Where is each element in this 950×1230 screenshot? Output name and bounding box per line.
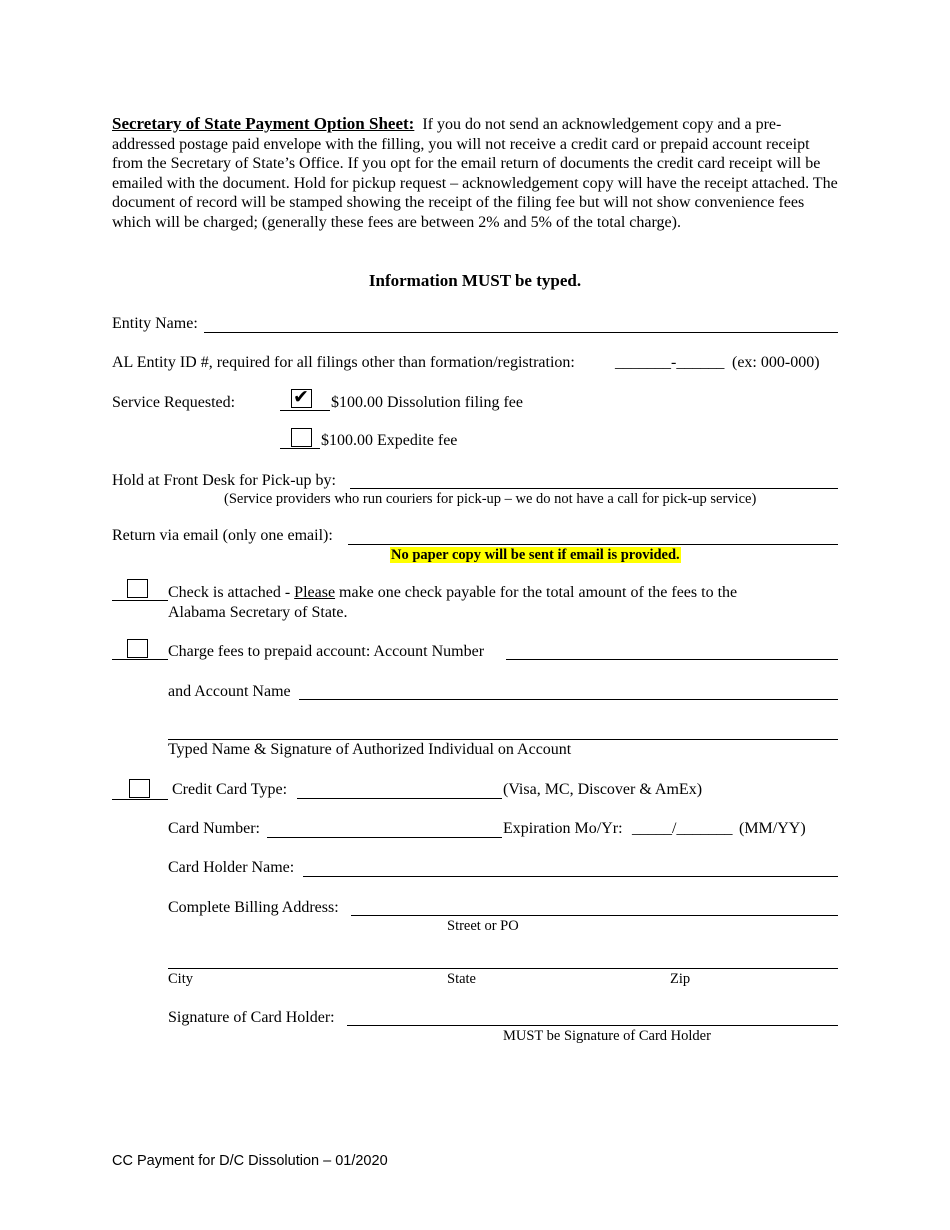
card-type-note: (Visa, MC, Discover & AmEx) bbox=[503, 781, 703, 798]
check-attached-text bbox=[168, 584, 737, 602]
hold-note: (Service providers who run couriers for pick-up – we do not have a call for pick-up service) bbox=[224, 491, 757, 507]
card-type-field[interactable] bbox=[297, 798, 502, 799]
account-name-field[interactable] bbox=[299, 699, 838, 700]
card-type-label: Credit Card Type: bbox=[172, 781, 288, 798]
authorized-signature-caption: Typed Name & Signature of Authorized Individual on Account bbox=[168, 741, 572, 758]
expedite-fee-checkbox[interactable] bbox=[291, 428, 312, 447]
account-number-field[interactable] bbox=[506, 659, 838, 660]
authorized-signature-field[interactable] bbox=[168, 739, 838, 740]
card-holder-field[interactable] bbox=[303, 876, 838, 877]
check-text-before: Check is attached - bbox=[168, 584, 295, 601]
card-number-label: Card Number: bbox=[168, 820, 260, 837]
card-holder-signature-caption: MUST be Signature of Card Holder bbox=[503, 1028, 711, 1044]
expiration-field[interactable]: _____/_______ bbox=[632, 820, 733, 837]
street-caption: Street or PO bbox=[447, 918, 519, 934]
check-attached-checkbox[interactable] bbox=[127, 579, 148, 598]
card-holder-label: Card Holder Name: bbox=[168, 859, 295, 876]
entity-id-example: (ex: 000-000) bbox=[732, 354, 820, 371]
account-name-label: and Account Name bbox=[168, 683, 291, 700]
prepaid-underline bbox=[112, 659, 168, 660]
city-caption: City bbox=[168, 971, 193, 987]
card-holder-signature-field[interactable] bbox=[347, 1025, 838, 1026]
checkmark-icon: ✔ bbox=[293, 386, 309, 408]
expedite-underline bbox=[280, 448, 320, 449]
expedite-fee-label: $100.00 Expedite fee bbox=[321, 432, 458, 449]
email-label: Return via email (only one email): bbox=[112, 527, 333, 544]
entity-name-label: Entity Name: bbox=[112, 315, 198, 332]
prepaid-account-checkbox[interactable] bbox=[127, 639, 148, 658]
billing-street-field[interactable] bbox=[351, 915, 838, 916]
account-number-label: Charge fees to prepaid account: Account Number bbox=[168, 643, 485, 660]
expiration-label: Expiration Mo/Yr: bbox=[503, 820, 623, 837]
zip-caption: Zip bbox=[670, 971, 691, 987]
email-field[interactable] bbox=[348, 544, 838, 545]
dissolution-fee-label: $100.00 Dissolution filing fee bbox=[331, 394, 523, 411]
state-caption: State bbox=[447, 971, 476, 987]
credit-card-checkbox[interactable] bbox=[129, 779, 150, 798]
email-warning: No paper copy will be sent if email is provided. bbox=[391, 547, 680, 563]
check-attached-text-2: Alabama Secretary of State. bbox=[168, 604, 348, 621]
card-holder-signature-label: Signature of Card Holder: bbox=[168, 1009, 335, 1026]
intro-lead: Secretary of State Payment Option Sheet: bbox=[112, 114, 415, 133]
service-label: Service Requested: bbox=[112, 394, 236, 411]
billing-address-label: Complete Billing Address: bbox=[168, 899, 339, 916]
entity-name-field[interactable] bbox=[204, 332, 838, 333]
intro-text: If you do not send an acknowledgement copy and a pre-addressed postage paid envelope with the filling, you will not receive a credit card or prepaid account receipt from the Secretary of State’s Office. If you opt for the email return of documents the credit card receipt will be emailed with the document. Hold for pickup request – acknowledgement copy will have the receipt attached. The document of record will be stamped showing the receipt of the filing fee but will not show convenience fees which will be charged; (generally these fees are between 2% and 5% of the total charge). bbox=[112, 116, 838, 231]
expiration-format: (MM/YY) bbox=[739, 820, 806, 837]
page-heading: Information MUST be typed. bbox=[368, 271, 582, 290]
billing-city-state-zip-field[interactable] bbox=[168, 968, 838, 969]
check-option-underline bbox=[112, 600, 168, 601]
card-number-field[interactable] bbox=[267, 837, 502, 838]
hold-label: Hold at Front Desk for Pick-up by: bbox=[112, 472, 336, 489]
check-text-after: make one check payable for the total amount of the fees to the bbox=[335, 584, 738, 601]
footer: CC Payment for D/C Dissolution – 01/2020 bbox=[112, 1153, 388, 1169]
entity-id-label: AL Entity ID #, required for all filings other than formation/registration: bbox=[112, 354, 575, 371]
entity-id-field[interactable]: _______-______ bbox=[615, 354, 725, 371]
hold-field[interactable] bbox=[350, 488, 838, 489]
service-underline bbox=[280, 410, 330, 411]
credit-card-underline bbox=[112, 799, 168, 800]
intro-paragraph bbox=[112, 114, 840, 233]
check-please: Please bbox=[294, 584, 336, 601]
